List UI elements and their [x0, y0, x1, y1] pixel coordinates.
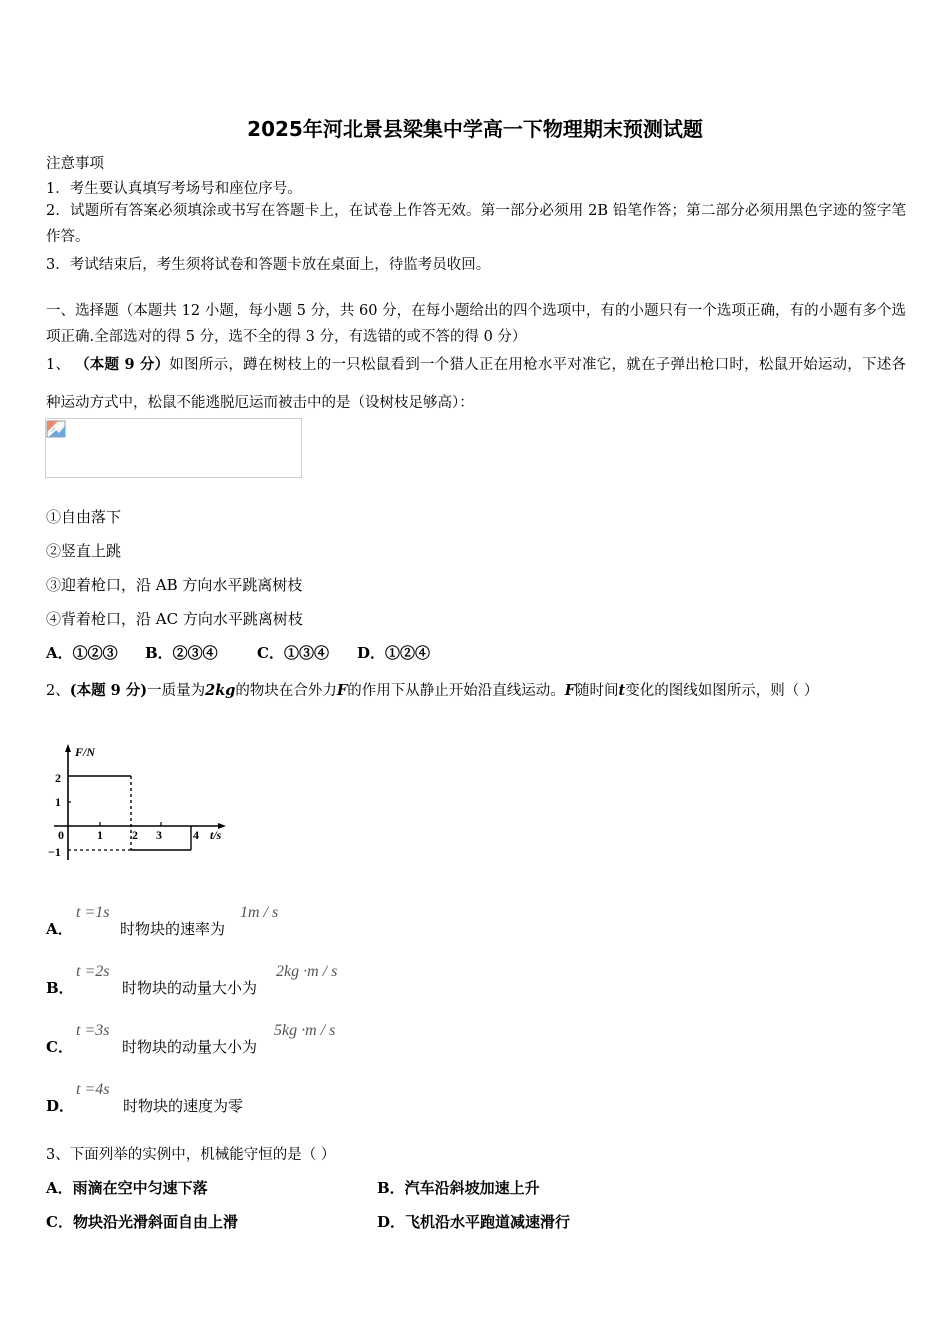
q3-option-b: B．汽车沿斜坡加速上升	[377, 1179, 540, 1197]
graph-ylabel: F/N	[75, 745, 96, 759]
q2-option-a-text: 时物块的速率为	[120, 920, 226, 938]
q2-text-b: 的物块在合外力	[235, 683, 337, 699]
broken-image-icon	[46, 420, 66, 438]
q2-time: t	[618, 682, 626, 699]
question-2	[46, 672, 906, 710]
q2-option-b	[46, 963, 546, 995]
q2-option-b-text: 时物块的动量大小为	[122, 979, 258, 997]
xtick-4: 4	[193, 828, 199, 842]
xtick-1: 1	[97, 828, 103, 842]
q1-number: 1、	[46, 357, 71, 373]
q2-number: 2、	[46, 683, 70, 699]
question-1	[46, 346, 906, 422]
q2-score: (本题 9 分)	[69, 682, 148, 699]
q1-text: 如图所示，蹲在树枝上的一只松鼠看到一个猎人正在用枪水平对准它，就在子弹出枪口时，松鼠开始运动，下述各种运动方式中，松鼠不能逃脱厄运而被击中的是（设树枝足够高）：	[46, 357, 907, 411]
q3-option-c: C．物块沿光滑斜面自由上滑	[46, 1213, 238, 1231]
q1-item-2: ②竖直上跳	[46, 542, 122, 560]
ytick-neg1: −1	[48, 845, 61, 859]
q2-option-c	[46, 1022, 546, 1054]
q2-option-c-text: 时物块的动量大小为	[122, 1038, 258, 1056]
ytick-2: 2	[55, 771, 61, 785]
q1-option-a: A．①②③	[46, 644, 118, 662]
force-time-graph	[46, 742, 236, 870]
q3-option-a: A．雨滴在空中匀速下落	[46, 1179, 208, 1197]
y-axis-arrow	[65, 744, 71, 752]
q2-option-d-label: D．	[46, 1097, 75, 1115]
q2-option-b-value: 2kg ·m / s	[276, 963, 338, 980]
ytick-0: 0	[58, 828, 64, 842]
q1-item-4: ④背着枪口，沿 AC 方向水平跳离树枝	[46, 610, 303, 628]
q1-score: （本题 9 分）	[75, 356, 170, 373]
q1-figure-placeholder	[45, 418, 302, 478]
q1-option-d: D．①②④	[357, 644, 431, 662]
q1-option-b: B．②③④	[145, 644, 218, 662]
q2-text-e: 变化的图线如图所示，则（ ）	[625, 683, 819, 699]
q3-option-d: D．飞机沿水平跑道减速滑行	[377, 1213, 571, 1231]
q2-option-d-text: 时物块的速度为零	[123, 1097, 244, 1115]
graph-xlabel: t/s	[210, 828, 222, 842]
q2-force-2: F	[564, 682, 576, 699]
q2-option-a	[46, 904, 546, 936]
q1-option-c: C．①③④	[257, 644, 329, 662]
q2-option-a-cond: t =1s	[76, 904, 110, 921]
q2-text-c: 的作用下从静止开始沿直线运动。	[347, 683, 565, 699]
q2-option-b-label: B．	[46, 979, 74, 997]
notice-item-3: 3．考试结束后，考生须将试卷和答题卡放在桌面上，待监考员收回。	[46, 257, 491, 273]
q2-text-d: 随时间	[575, 683, 619, 699]
q2-option-b-cond: t =2s	[76, 963, 110, 980]
section-heading: 一、选择题（本题共 12 小题，每小题 5 分，共 60 分，在每小题给出的四个选项中，有的小题只有一个选项正确，有的小题有多个选项正确.全部选对的得 5 分，选不全的得 3 分，有选错的或不答的得 0 分）	[46, 303, 906, 345]
question-3: 3、下面列举的实例中，机械能守恒的是（ ）	[46, 1147, 336, 1163]
q1-item-3: ③迎着枪口，沿 AB 方向水平跳离树枝	[46, 576, 303, 594]
q2-option-c-label: C．	[46, 1038, 73, 1056]
q2-option-a-label: A．	[46, 920, 73, 938]
q2-option-d-cond: t =4s	[76, 1081, 110, 1098]
q2-option-c-value: 5kg ·m / s	[274, 1022, 336, 1039]
notice-heading: 注意事项	[46, 156, 104, 172]
xtick-3: 3	[156, 828, 162, 842]
q2-option-c-cond: t =3s	[76, 1022, 110, 1039]
q2-mass: 2kg	[205, 682, 236, 699]
q2-force: F	[336, 682, 348, 699]
q2-text-a: 一质量为	[147, 683, 206, 699]
q1-item-1: ①自由落下	[46, 508, 122, 526]
notice-item-2: 2．试题所有答案必须填涂或书写在答题卡上，在试卷上作答无效。第一部分必须用 2B 铅笔作答；第二部分必须用黑色字迹的签字笔作答。	[46, 203, 906, 245]
xtick-2: 2	[132, 828, 138, 842]
q2-option-d	[46, 1081, 546, 1113]
notice-item-1: 1．考生要认真填写考场号和座位序号。	[46, 181, 302, 197]
page-title: 2025年河北景县梁集中学高一下物理期末预测试题	[247, 117, 703, 141]
ytick-1: 1	[55, 795, 61, 809]
q2-option-a-value: 1m / s	[240, 904, 279, 921]
